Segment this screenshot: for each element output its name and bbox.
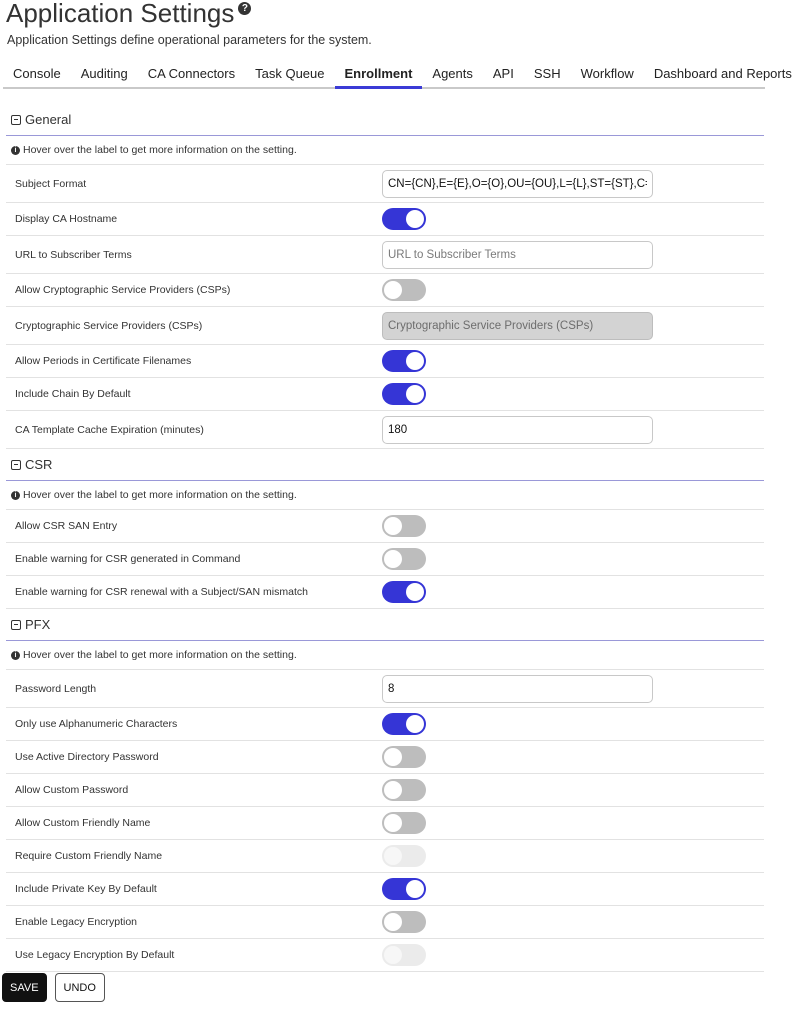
csps-input (382, 312, 653, 340)
ad-password-label[interactable]: Use Active Directory Password (15, 751, 159, 763)
legacy-default-toggle (382, 944, 426, 966)
tab-workflow[interactable]: Workflow (580, 66, 634, 81)
setting-row (6, 708, 764, 741)
toggle-knob (406, 715, 424, 733)
warn-renewal-label[interactable]: Enable warning for CSR renewal with a Subject/SAN mismatch (15, 586, 308, 598)
tab-enrollment[interactable]: Enrollment (335, 60, 423, 89)
hint-text: i Hover over the label to get more information on the setting. (6, 136, 764, 165)
info-icon: i (11, 146, 20, 155)
undo-button[interactable]: UNDO (55, 973, 105, 1002)
collapse-icon[interactable] (11, 115, 21, 125)
tab-ssh[interactable]: SSH (533, 66, 561, 81)
save-button[interactable]: SAVE (2, 973, 47, 1002)
legacy-encryption-toggle[interactable] (382, 911, 426, 933)
setting-row (6, 165, 764, 203)
url-subscriber-terms-input[interactable] (382, 241, 653, 269)
toggle-knob (384, 781, 402, 799)
allow-periods-label[interactable]: Allow Periods in Certificate Filenames (15, 355, 192, 367)
setting-row (6, 236, 764, 274)
subject-format-input[interactable] (382, 170, 653, 198)
section-csr[interactable]: CSR (6, 449, 764, 481)
include-private-key-label[interactable]: Include Private Key By Default (15, 883, 157, 895)
toggle-knob (406, 583, 424, 601)
warn-command-label[interactable]: Enable warning for CSR generated in Command (15, 553, 241, 565)
page-header (0, 0, 765, 48)
setting-row (6, 345, 764, 378)
legacy-default-label[interactable]: Use Legacy Encryption By Default (15, 949, 175, 961)
info-icon: i (11, 491, 20, 500)
custom-friendly-name-toggle[interactable] (382, 812, 426, 834)
collapse-icon[interactable] (11, 460, 21, 470)
tab-task-queue[interactable]: Task Queue (255, 66, 325, 81)
section-general[interactable]: General (6, 104, 764, 136)
require-friendly-name-toggle (382, 845, 426, 867)
custom-password-toggle[interactable] (382, 779, 426, 801)
tab-ca-connectors[interactable]: CA Connectors (147, 66, 236, 81)
custom-friendly-name-label[interactable]: Allow Custom Friendly Name (15, 817, 151, 829)
password-length-input[interactable] (382, 675, 653, 703)
setting-row (6, 543, 764, 576)
collapse-icon[interactable] (11, 620, 21, 630)
setting-row (6, 670, 764, 708)
template-cache-label[interactable]: CA Template Cache Expiration (minutes) (15, 423, 204, 436)
url-subscriber-terms-label[interactable]: URL to Subscriber Terms (15, 248, 132, 261)
toggle-knob (384, 517, 402, 535)
setting-row (6, 307, 764, 345)
warn-renewal-toggle[interactable] (382, 581, 426, 603)
password-length-label[interactable]: Password Length (15, 682, 97, 695)
display-ca-hostname-toggle[interactable] (382, 208, 426, 230)
page-title: Application Settings ? (6, 0, 251, 29)
toggle-knob (406, 385, 424, 403)
legacy-encryption-label[interactable]: Enable Legacy Encryption (15, 916, 137, 928)
include-private-key-toggle[interactable] (382, 878, 426, 900)
alphanumeric-toggle[interactable] (382, 713, 426, 735)
setting-row (6, 274, 764, 307)
include-chain-toggle[interactable] (382, 383, 426, 405)
setting-row (6, 411, 764, 449)
allow-csps-label[interactable]: Allow Cryptographic Service Providers (CSPs) (15, 284, 231, 296)
setting-row (6, 774, 764, 807)
tab-auditing[interactable]: Auditing (80, 66, 128, 81)
subject-format-label[interactable]: Subject Format (15, 177, 87, 190)
template-cache-input[interactable] (382, 416, 653, 444)
setting-row (6, 840, 764, 873)
warn-command-toggle[interactable] (382, 548, 426, 570)
allow-periods-toggle[interactable] (382, 350, 426, 372)
toggle-knob (384, 281, 402, 299)
setting-row (6, 510, 764, 543)
allow-csps-toggle[interactable] (382, 279, 426, 301)
hint-text: i Hover over the label to get more information on the setting. (6, 641, 764, 670)
setting-row (6, 873, 764, 906)
allow-san-entry-label[interactable]: Allow CSR SAN Entry (15, 520, 118, 532)
setting-row (6, 378, 764, 411)
help-icon[interactable]: ? (238, 2, 251, 15)
settings-content (6, 104, 764, 972)
toggle-knob (384, 550, 402, 568)
setting-row (6, 807, 764, 840)
toggle-knob (384, 847, 402, 865)
require-friendly-name-label[interactable]: Require Custom Friendly Name (15, 850, 163, 862)
settings-tabs (3, 60, 792, 89)
form-actions (2, 973, 105, 1002)
setting-row (6, 906, 764, 939)
setting-row (6, 939, 764, 972)
allow-san-entry-toggle[interactable] (382, 515, 426, 537)
toggle-knob (406, 880, 424, 898)
setting-row (6, 741, 764, 774)
toggle-knob (384, 748, 402, 766)
alphanumeric-label[interactable]: Only use Alphanumeric Characters (15, 718, 178, 730)
toggle-knob (384, 946, 402, 964)
info-icon: i (11, 651, 20, 660)
csps-label[interactable]: Cryptographic Service Providers (CSPs) (15, 319, 203, 332)
custom-password-label[interactable]: Allow Custom Password (15, 784, 129, 796)
tab-agents[interactable]: Agents (432, 66, 473, 81)
tab-api[interactable]: API (492, 66, 514, 81)
section-pfx[interactable]: PFX (6, 609, 764, 641)
toggle-knob (384, 814, 402, 832)
include-chain-label[interactable]: Include Chain By Default (15, 388, 131, 400)
toggle-knob (406, 352, 424, 370)
toggle-knob (384, 913, 402, 931)
toggle-knob (406, 210, 424, 228)
display-ca-hostname-label[interactable]: Display CA Hostname (15, 213, 118, 225)
setting-row (6, 576, 764, 609)
hint-text: i Hover over the label to get more information on the setting. (6, 481, 764, 510)
setting-row (6, 203, 764, 236)
tab-dashboard-reports[interactable]: Dashboard and Reports (653, 66, 792, 81)
page-subtitle: Application Settings define operational parameters for the system. (7, 33, 372, 47)
ad-password-toggle[interactable] (382, 746, 426, 768)
tab-console[interactable]: Console (13, 66, 61, 81)
